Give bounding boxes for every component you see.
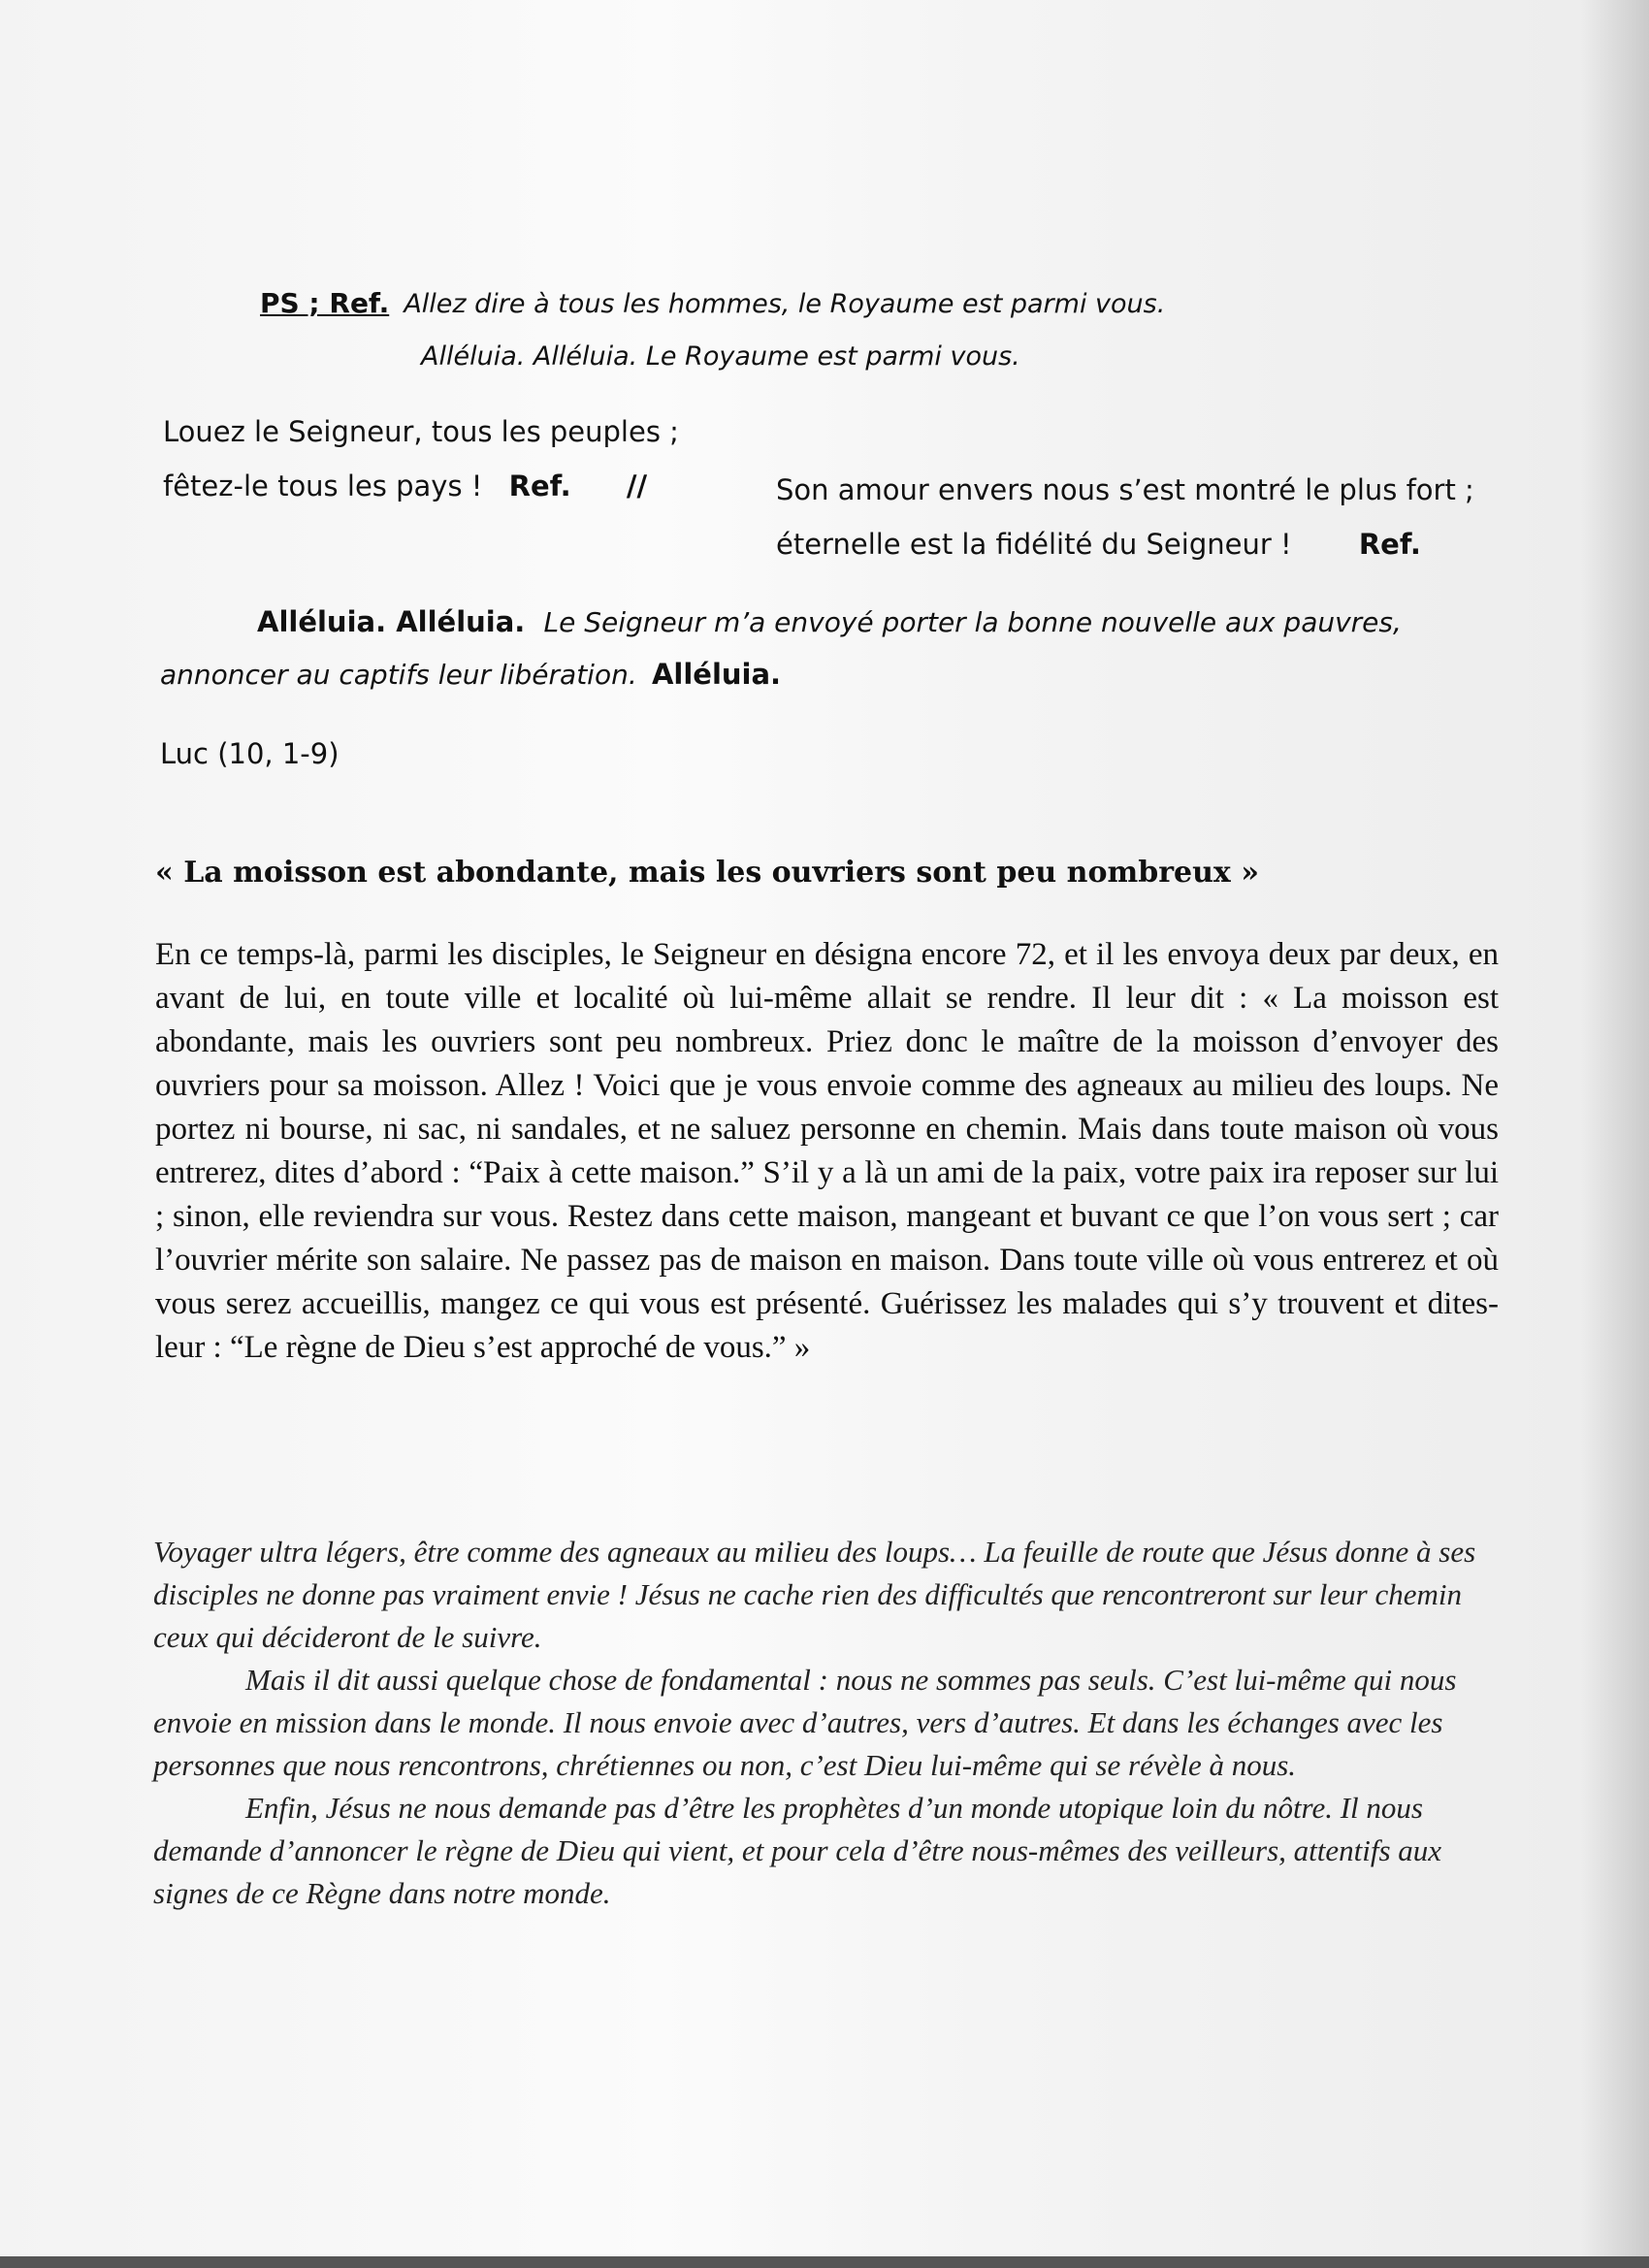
- psalm-verse-left-2: fêtez-le tous les pays !: [163, 470, 483, 502]
- ref-marker-1: Ref.: [508, 470, 571, 502]
- acclamation-start: Alléluia. Alléluia.: [257, 605, 526, 638]
- psalm-verse-left-2-row: [163, 470, 647, 502]
- ref-marker-2: Ref.: [1358, 528, 1421, 561]
- refrain-text-2: Alléluia. Alléluia. Le Royaume est parmi vous.: [421, 341, 1020, 372]
- psalm-verse-right-2-row: [776, 528, 1421, 561]
- commentary-paragraph-2: Mais il dit aussi quelque chose de fondamental : nous ne sommes pas seuls. C’est lui-même qui nous envoie en mission dans le monde. Il nous envoie avec d’autres, vers d’autres. Et dans les échanges avec les personnes que nous rencontrons, chrétiennes ou non, c’est Dieu lui-même qui se révèle à nous.: [153, 1663, 1457, 1782]
- refrain-text-1: Allez dire à tous les hommes, le Royaume est parmi vous.: [404, 289, 1166, 319]
- psalm-verse-right-2: éternelle est la fidélité du Seigneur !: [776, 528, 1292, 561]
- psalm-refrain-line1: [260, 287, 1165, 319]
- verse-separator: //: [626, 470, 648, 502]
- acclamation-line1: [257, 605, 1402, 638]
- commentary-paragraph-1: Voyager ultra légers, être comme des agneaux au milieu des loups… La feuille de route que Jésus donne à ses disciples ne donne pas vraiment envie ! Jésus ne cache rien des difficultés que rencontreront sur leur chemin ceux qui décideront de le suivre.: [153, 1535, 1476, 1654]
- psalm-verse-left-1: Louez le Seigneur, tous les peuples ;: [163, 415, 679, 448]
- gospel-title: « La moisson est abondante, mais les ouvriers sont peu nombreux »: [155, 856, 1260, 890]
- gospel-reference: Luc (10, 1-9): [160, 737, 340, 770]
- gospel-text: En ce temps-là, parmi les disciples, le Seigneur en désigna encore 72, et il les envoya deux par deux, en avant de lui, en toute ville et localité où lui-même allait se rendre. Il leur dit : « La moisson est abondante, mais les ouvriers sont peu nombreux. Priez donc le maître de la moisson d’envoyer des ouvriers pour sa moisson. Allez ! Voici que je vous envoie comme des agneaux au milieu des loups. Ne portez ni bourse, ni sac, ni sandales, et ne saluez personne en chemin. Mais dans toute maison où vous entrerez, dites d’abord : “Paix à cette maison.” S’il y a là un ami de la paix, votre paix ira reposer sur lui ; sinon, elle reviendra sur vous. Restez dans cette maison, mangeant et buvant ce que l’on vous sert ; car l’ouvrier mérite son salaire. Ne passez pas de maison en maison. Dans toute ville où vous entrerez et où vous serez accueillis, mangez ce qui vous est présenté. Guérissez les malades qui s’y trouvent et dites-leur : “Le règne de Dieu s’est approché de vous.” »: [155, 937, 1499, 1365]
- commentary-paragraph-3: Enfin, Jésus ne nous demande pas d’être les prophètes d’un monde utopique loin du nôtre. Il nous demande d’annoncer le règne de Dieu qui vient, et pour cela d’être nous-mêmes des veilleurs, attentifs aux signes de ce Règne dans notre monde.: [153, 1791, 1442, 1910]
- commentary: [153, 1531, 1482, 1915]
- acclamation-end: Alléluia.: [651, 658, 782, 691]
- acclamation-line2: [160, 658, 781, 691]
- page-edge-shadow: [1581, 0, 1649, 2268]
- psalm-label: PS ; Ref.: [260, 287, 390, 319]
- acclamation-text-2: annoncer au captifs leur libération.: [160, 659, 637, 691]
- acclamation-text-1: Le Seigneur m’a envoyé porter la bonne nouvelle aux pauvres,: [543, 606, 1402, 638]
- psalm-verse-right-1: Son amour envers nous s’est montré le plus fort ;: [776, 473, 1474, 506]
- scan-bottom-edge: [0, 2256, 1649, 2268]
